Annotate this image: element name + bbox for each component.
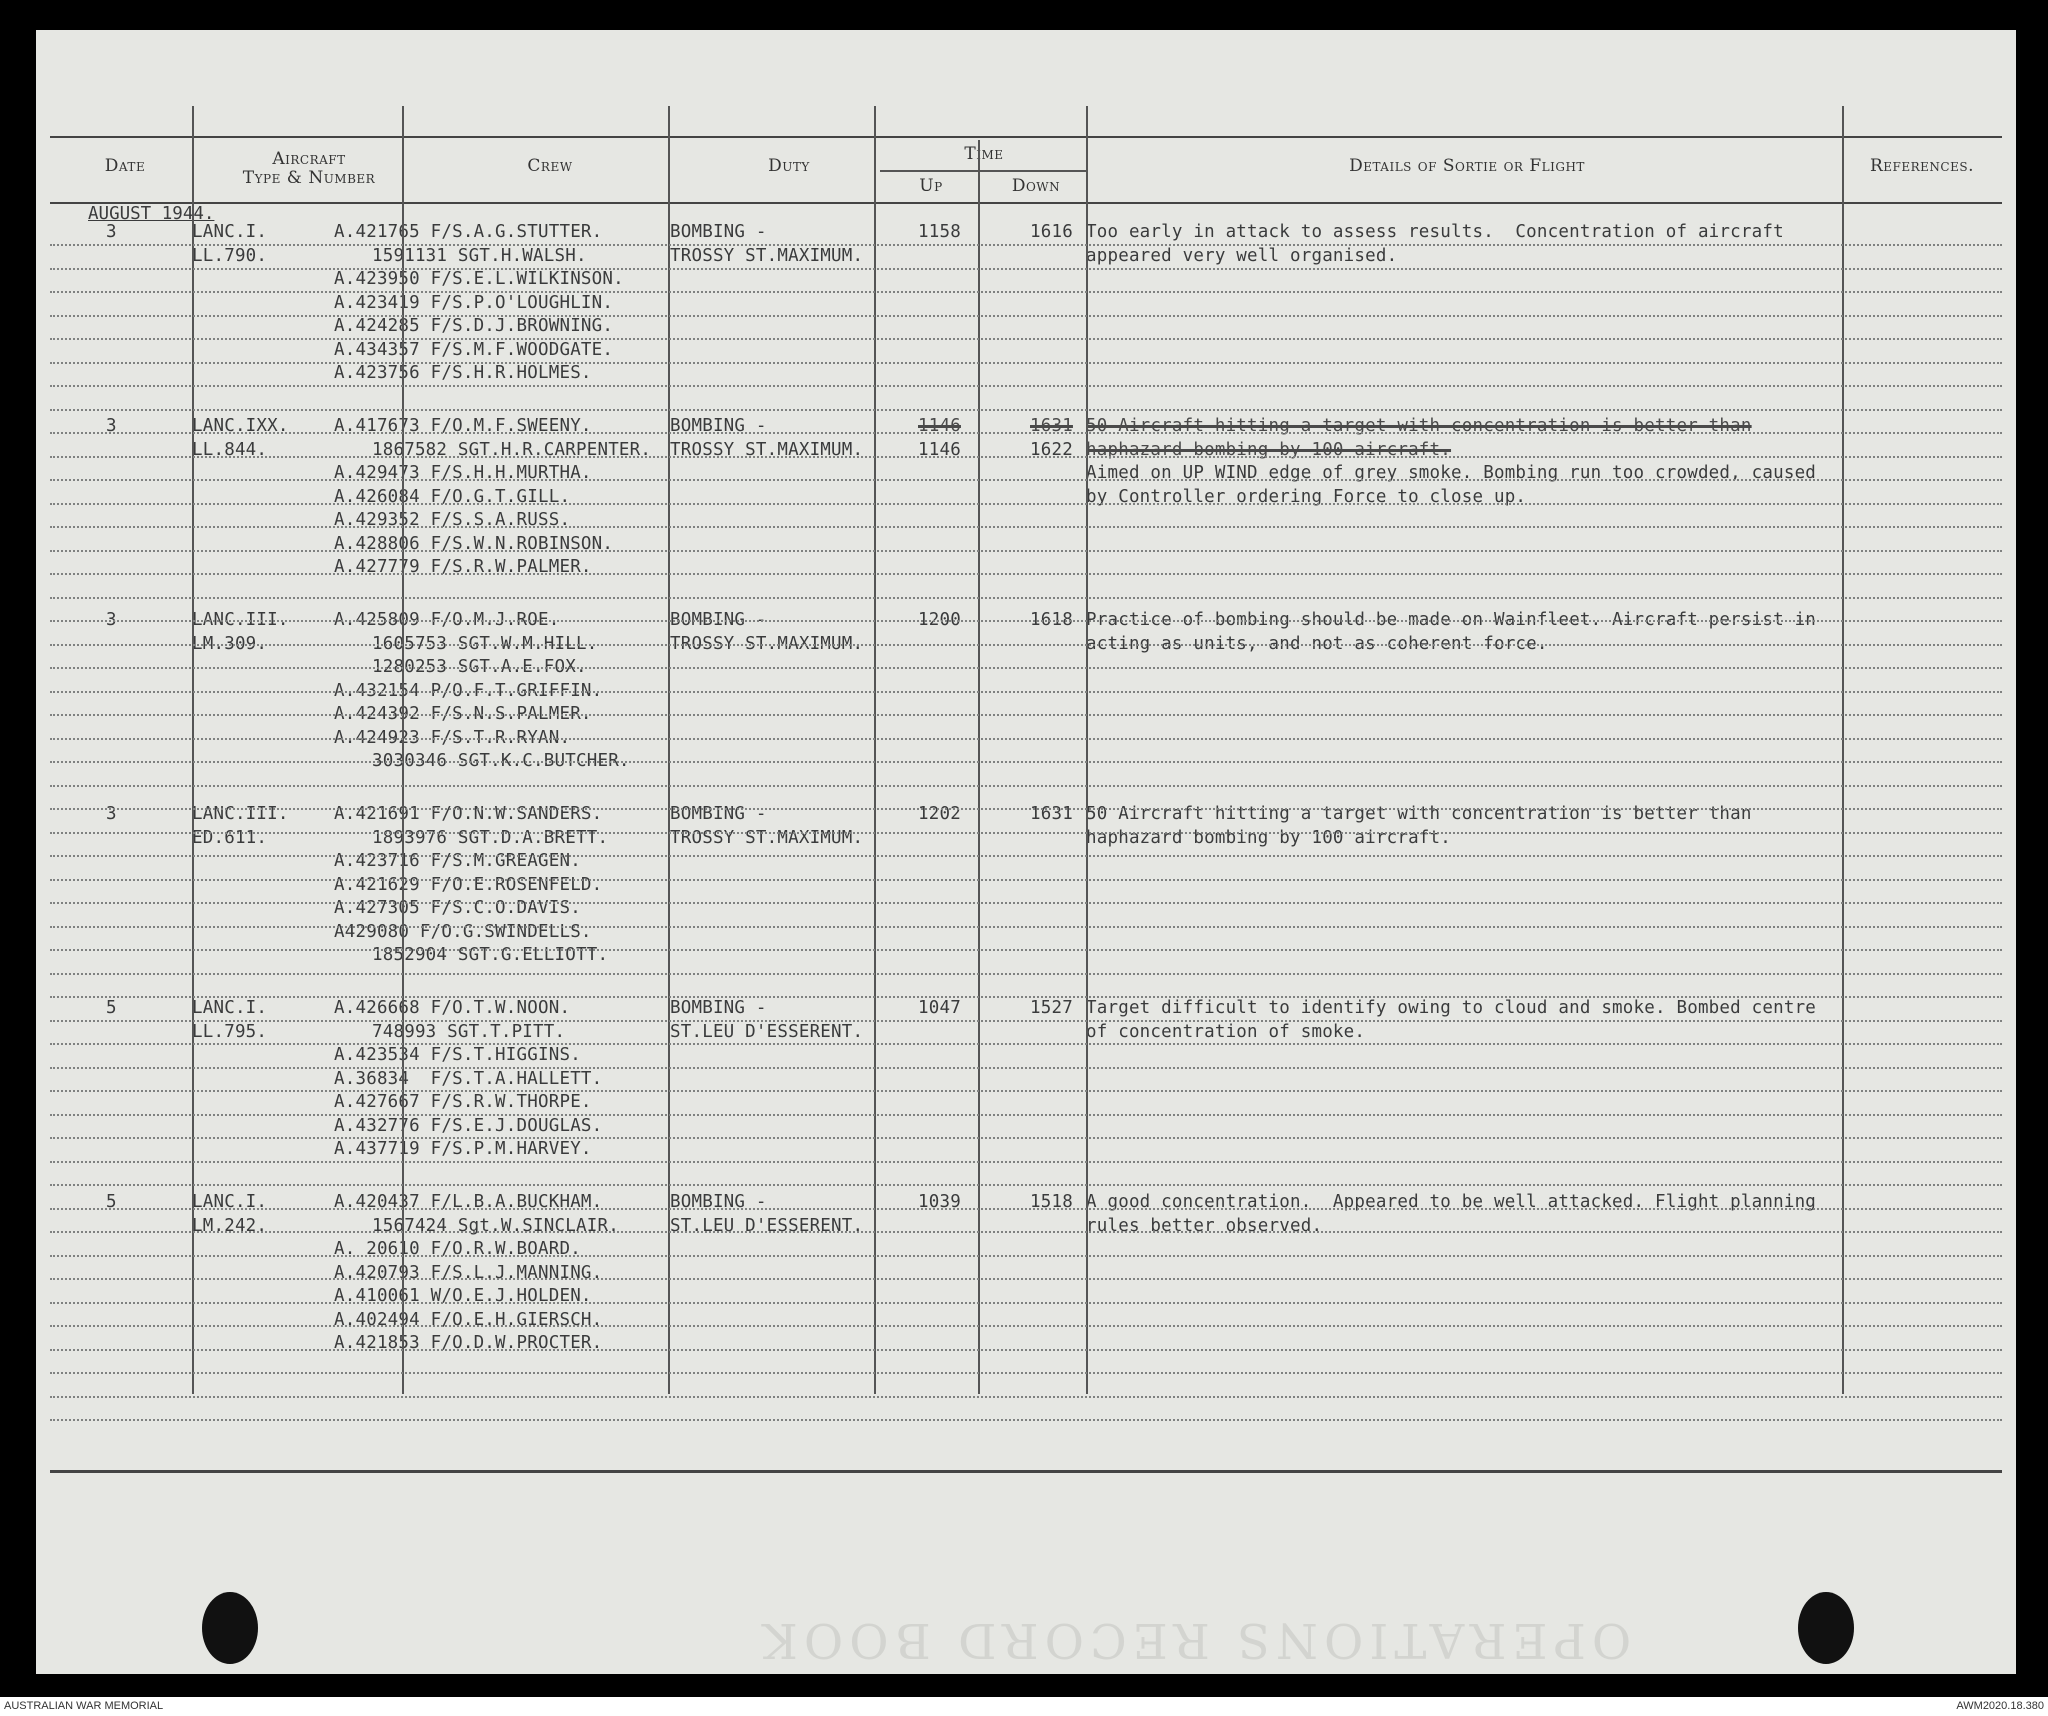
time-up: 1200 xyxy=(918,610,961,630)
crew-member: A.432776 F/S.E.J.DOUGLAS. xyxy=(334,1116,603,1136)
details-line: haphazard bombing by 100 aircraft. xyxy=(1086,828,1452,848)
ruled-line xyxy=(50,855,2002,857)
ruled-line xyxy=(50,268,2002,270)
ruled-line xyxy=(50,432,2002,434)
crew-member: A.437719 F/S.P.M.HARVEY. xyxy=(334,1139,592,1159)
ruled-line xyxy=(50,620,2002,622)
ruled-line xyxy=(50,973,2002,975)
duty-line: BOMBING - xyxy=(670,1192,767,1212)
column-rule xyxy=(1086,106,1088,1394)
duty-line: ST.LEU D'ESSERENT. xyxy=(670,1216,864,1236)
duty-line: ST.LEU D'ESSERENT. xyxy=(670,1022,864,1042)
time-down: 1622 xyxy=(1030,440,1073,460)
crew-member: A.421691 F/O.N.W.SANDERS. xyxy=(334,804,603,824)
ruled-line xyxy=(50,808,2002,810)
crew-member: A.421853 F/O.D.W.PROCTER. xyxy=(334,1333,603,1353)
details-line: by Controller ordering Force to close up. xyxy=(1086,487,1527,507)
header-references: References. xyxy=(1869,156,1974,176)
crew-member: A.427667 F/S.R.W.THORPE. xyxy=(334,1092,592,1112)
aircraft-line: LL.844. xyxy=(192,440,268,460)
ruled-line xyxy=(50,315,2002,317)
footer-accession: AWM2020.18.380 xyxy=(1956,1700,2044,1712)
crew-member: A.423756 F/S.H.R.HOLMES. xyxy=(334,363,592,383)
time-up: 1146 xyxy=(918,440,961,460)
ruled-line xyxy=(50,362,2002,364)
aircraft-line: LL.790. xyxy=(192,246,268,266)
aircraft-line: LL.795. xyxy=(192,1022,268,1042)
ruled-line xyxy=(50,832,2002,834)
crew-member: 748993 SGT.T.PITT. xyxy=(372,1022,566,1042)
table-bottom-rule xyxy=(50,1470,2002,1473)
ruled-line xyxy=(50,926,2002,928)
aircraft-line: LANC.I. xyxy=(192,1192,268,1212)
ruled-line xyxy=(50,879,2002,881)
ruled-line xyxy=(50,1067,2002,1069)
crew-member: A429080 F/O.G.SWINDELLS. xyxy=(334,922,592,942)
aircraft-line: LANC.I. xyxy=(192,222,268,242)
aircraft-line: LM.309. xyxy=(192,634,268,654)
time-up: 1039 xyxy=(918,1192,961,1212)
duty-line: BOMBING - xyxy=(670,610,767,630)
crew-member: 3030346 SGT.K.C.BUTCHER. xyxy=(372,751,630,771)
header-duty: Duty xyxy=(768,156,810,176)
time-down: 1618 xyxy=(1030,610,1073,630)
ruled-line xyxy=(50,1372,2002,1374)
crew-member: 1567424 Sgt.W.SINCLAIR. xyxy=(372,1216,619,1236)
details-struck-line: haphazard bombing by 100 aircraft. xyxy=(1086,440,1452,460)
ruled-line xyxy=(50,1090,2002,1092)
time-up-struck: 1146 xyxy=(918,416,961,436)
entry-date: 5 xyxy=(106,998,117,1018)
crew-member: A.429352 F/S.S.A.RUSS. xyxy=(334,510,571,530)
crew-member: A.424392 F/S.N.S.PALMER. xyxy=(334,704,592,724)
ruled-line xyxy=(50,1419,2002,1421)
details-line: acting as units, and not as coherent force. xyxy=(1086,634,1548,654)
crew-member: A.420437 F/L.B.A.BUCKHAM. xyxy=(334,1192,603,1212)
crew-member: A.402494 F/O.E.H.GIERSCH. xyxy=(334,1310,603,1330)
time-up: 1047 xyxy=(918,998,961,1018)
crew-member: A.427779 F/S.R.W.PALMER. xyxy=(334,557,592,577)
crew-member: A.426668 F/O.T.W.NOON. xyxy=(334,998,571,1018)
aircraft-line: LANC.I. xyxy=(192,998,268,1018)
time-down: 1616 xyxy=(1030,222,1073,242)
crew-member: 1280253 SGT.A.E.FOX. xyxy=(372,657,587,677)
duty-line: TROSSY ST.MAXIMUM. xyxy=(670,246,864,266)
ruled-line xyxy=(50,785,2002,787)
time-down: 1518 xyxy=(1030,1192,1073,1212)
column-rule xyxy=(192,106,194,1394)
crew-member: A. 20610 F/O.R.W.BOARD. xyxy=(334,1239,581,1259)
header-aircraft: Aircraft Type & Number xyxy=(242,149,376,188)
crew-member: A.410061 W/O.E.J.HOLDEN. xyxy=(334,1286,592,1306)
ruled-line xyxy=(50,1020,2002,1022)
record-sheet xyxy=(36,30,2016,1674)
duty-line: BOMBING - xyxy=(670,804,767,824)
crew-member: 1605753 SGT.W.M.HILL. xyxy=(372,634,598,654)
details-line: of concentration of smoke. xyxy=(1086,1022,1366,1042)
ruled-line xyxy=(50,479,2002,481)
details-line: Practice of bombing should be made on Wainfleet. Aircraft persist in xyxy=(1086,610,1817,630)
ruled-line xyxy=(50,573,2002,575)
duty-line: TROSSY ST.MAXIMUM. xyxy=(670,634,864,654)
details-line: Too early in attack to assess results. Concentration of aircraft xyxy=(1086,222,1784,242)
crew-member: A.434357 F/S.M.F.WOODGATE. xyxy=(334,340,614,360)
ruled-line xyxy=(50,902,2002,904)
time-subheader-rule xyxy=(880,170,1088,172)
ruled-line xyxy=(50,1325,2002,1327)
ruled-line xyxy=(50,1184,2002,1186)
ruled-line xyxy=(50,738,2002,740)
ruled-line xyxy=(50,691,2002,693)
ruled-line xyxy=(50,1255,2002,1257)
crew-member: A.426084 F/O.G.T.GILL. xyxy=(334,487,571,507)
ruled-line xyxy=(50,338,2002,340)
column-rule xyxy=(1842,106,1844,1394)
details-struck-line: 50 Aircraft hitting a target with concentration is better than xyxy=(1086,416,1752,436)
entry-date: 3 xyxy=(106,804,117,824)
crew-member: A.420793 F/S.L.J.MANNING. xyxy=(334,1263,603,1283)
duty-line: BOMBING - xyxy=(670,416,767,436)
ruled-line xyxy=(50,1137,2002,1139)
ruled-line xyxy=(50,597,2002,599)
crew-member: A.424923 F/S.T.R.RYAN. xyxy=(334,728,571,748)
ruled-line xyxy=(50,409,2002,411)
crew-member: A.425809 F/O.M.J.ROE. xyxy=(334,610,560,630)
crew-member: A.36834 F/S.T.A.HALLETT. xyxy=(334,1069,603,1089)
aircraft-line: ED.611. xyxy=(192,828,268,848)
details-line: Target difficult to identify owing to cloud and smoke. Bombed centre xyxy=(1086,998,1817,1018)
bleed-through-title: OPERATIONS RECORD BOOK xyxy=(756,1612,1632,1668)
month-label: AUGUST 1944. xyxy=(88,204,215,224)
time-down: 1527 xyxy=(1030,998,1073,1018)
duty-line: TROSSY ST.MAXIMUM. xyxy=(670,828,864,848)
column-rule xyxy=(668,106,670,1394)
crew-member: A.424285 F/S.D.J.BROWNING. xyxy=(334,316,614,336)
archive-footer xyxy=(0,1697,2048,1716)
duty-line: TROSSY ST.MAXIMUM. xyxy=(670,440,864,460)
entry-date: 3 xyxy=(106,416,117,436)
ruled-line xyxy=(50,1231,2002,1233)
ruled-line xyxy=(50,503,2002,505)
header-details: Details of Sortie or Flight xyxy=(1349,156,1585,176)
ruled-line xyxy=(50,949,2002,951)
details-line: rules better observed. xyxy=(1086,1216,1323,1236)
header-date: Date xyxy=(104,156,146,176)
crew-member: A.421629 F/O.E.ROSENFELD. xyxy=(334,875,603,895)
ruled-line xyxy=(50,667,2002,669)
entry-date: 5 xyxy=(106,1192,117,1212)
crew-member: A.423950 F/S.E.L.WILKINSON. xyxy=(334,269,624,289)
ruled-line xyxy=(50,456,2002,458)
header-crew: Crew xyxy=(527,156,573,176)
punch-hole-right xyxy=(1798,1592,1854,1664)
crew-member: A.432154 P/O.F.T.GRIFFIN. xyxy=(334,681,603,701)
crew-member: A.421765 F/S.A.G.STUTTER. xyxy=(334,222,603,242)
ruled-line xyxy=(50,761,2002,763)
crew-member: A.428806 F/S.W.N.ROBINSON. xyxy=(334,534,614,554)
crew-member: 1867582 SGT.H.R.CARPENTER. xyxy=(372,440,652,460)
ruled-line xyxy=(50,385,2002,387)
crew-member: A.423716 F/S.M.GREAGEN. xyxy=(334,851,581,871)
time-up: 1202 xyxy=(918,804,961,824)
time-down-struck: 1631 xyxy=(1030,416,1073,436)
ruled-line xyxy=(50,244,2002,246)
crew-member: A.429473 F/S.H.H.MURTHA. xyxy=(334,463,592,483)
crew-member: A.427305 F/S.C.O.DAVIS. xyxy=(334,898,581,918)
crew-member: A.423419 F/S.P.O'LOUGHLIN. xyxy=(334,293,614,313)
crew-member: 1893976 SGT.D.A.BRETT. xyxy=(372,828,609,848)
column-rule xyxy=(978,140,980,1394)
punch-hole-left xyxy=(202,1592,258,1664)
header-time-down: Down xyxy=(1011,176,1061,196)
ruled-line xyxy=(50,1114,2002,1116)
entry-date: 3 xyxy=(106,222,117,242)
aircraft-line: LANC.IXX. xyxy=(192,416,289,436)
ruled-line xyxy=(50,1302,2002,1304)
duty-line: BOMBING - xyxy=(670,998,767,1018)
ruled-line xyxy=(50,1208,2002,1210)
footer-institution: AUSTRALIAN WAR MEMORIAL xyxy=(4,1700,164,1712)
ruled-line xyxy=(50,644,2002,646)
details-line: appeared very well organised. xyxy=(1086,246,1398,266)
ruled-line xyxy=(50,550,2002,552)
aircraft-line: LANC.III. xyxy=(192,610,289,630)
ruled-line xyxy=(50,996,2002,998)
aircraft-line: LANC.III. xyxy=(192,804,289,824)
ruled-line xyxy=(50,1396,2002,1398)
ruled-line xyxy=(50,1043,2002,1045)
crew-member: 1591131 SGT.H.WALSH. xyxy=(372,246,587,266)
details-line: A good concentration. Appeared to be well attacked. Flight planning xyxy=(1086,1192,1817,1212)
crew-member: 1852904 SGT.G.ELLIOTT. xyxy=(372,945,609,965)
ruled-line xyxy=(50,714,2002,716)
details-line: Aimed on UP WIND edge of grey smoke. Bombing run too crowded, caused xyxy=(1086,463,1817,483)
time-up: 1158 xyxy=(918,222,961,242)
header-time-up: Up xyxy=(919,176,943,196)
ruled-line xyxy=(50,1161,2002,1163)
ruled-line xyxy=(50,526,2002,528)
header-time: Time xyxy=(964,144,1004,164)
aircraft-line: LM.242. xyxy=(192,1216,268,1236)
table-top-rule xyxy=(50,136,2002,138)
header-bottom-rule xyxy=(50,202,2002,204)
ruled-line xyxy=(50,1278,2002,1280)
crew-member: A.417673 F/O.M.F.SWEENY. xyxy=(334,416,592,436)
crew-member: A.423534 F/S.T.HIGGINS. xyxy=(334,1045,581,1065)
column-rule xyxy=(402,106,404,1394)
time-down: 1631 xyxy=(1030,804,1073,824)
entry-date: 3 xyxy=(106,610,117,630)
ruled-line xyxy=(50,1349,2002,1351)
details-line: 50 Aircraft hitting a target with concentration is better than xyxy=(1086,804,1752,824)
duty-line: BOMBING - xyxy=(670,222,767,242)
column-rule xyxy=(874,106,876,1394)
ruled-line xyxy=(50,291,2002,293)
